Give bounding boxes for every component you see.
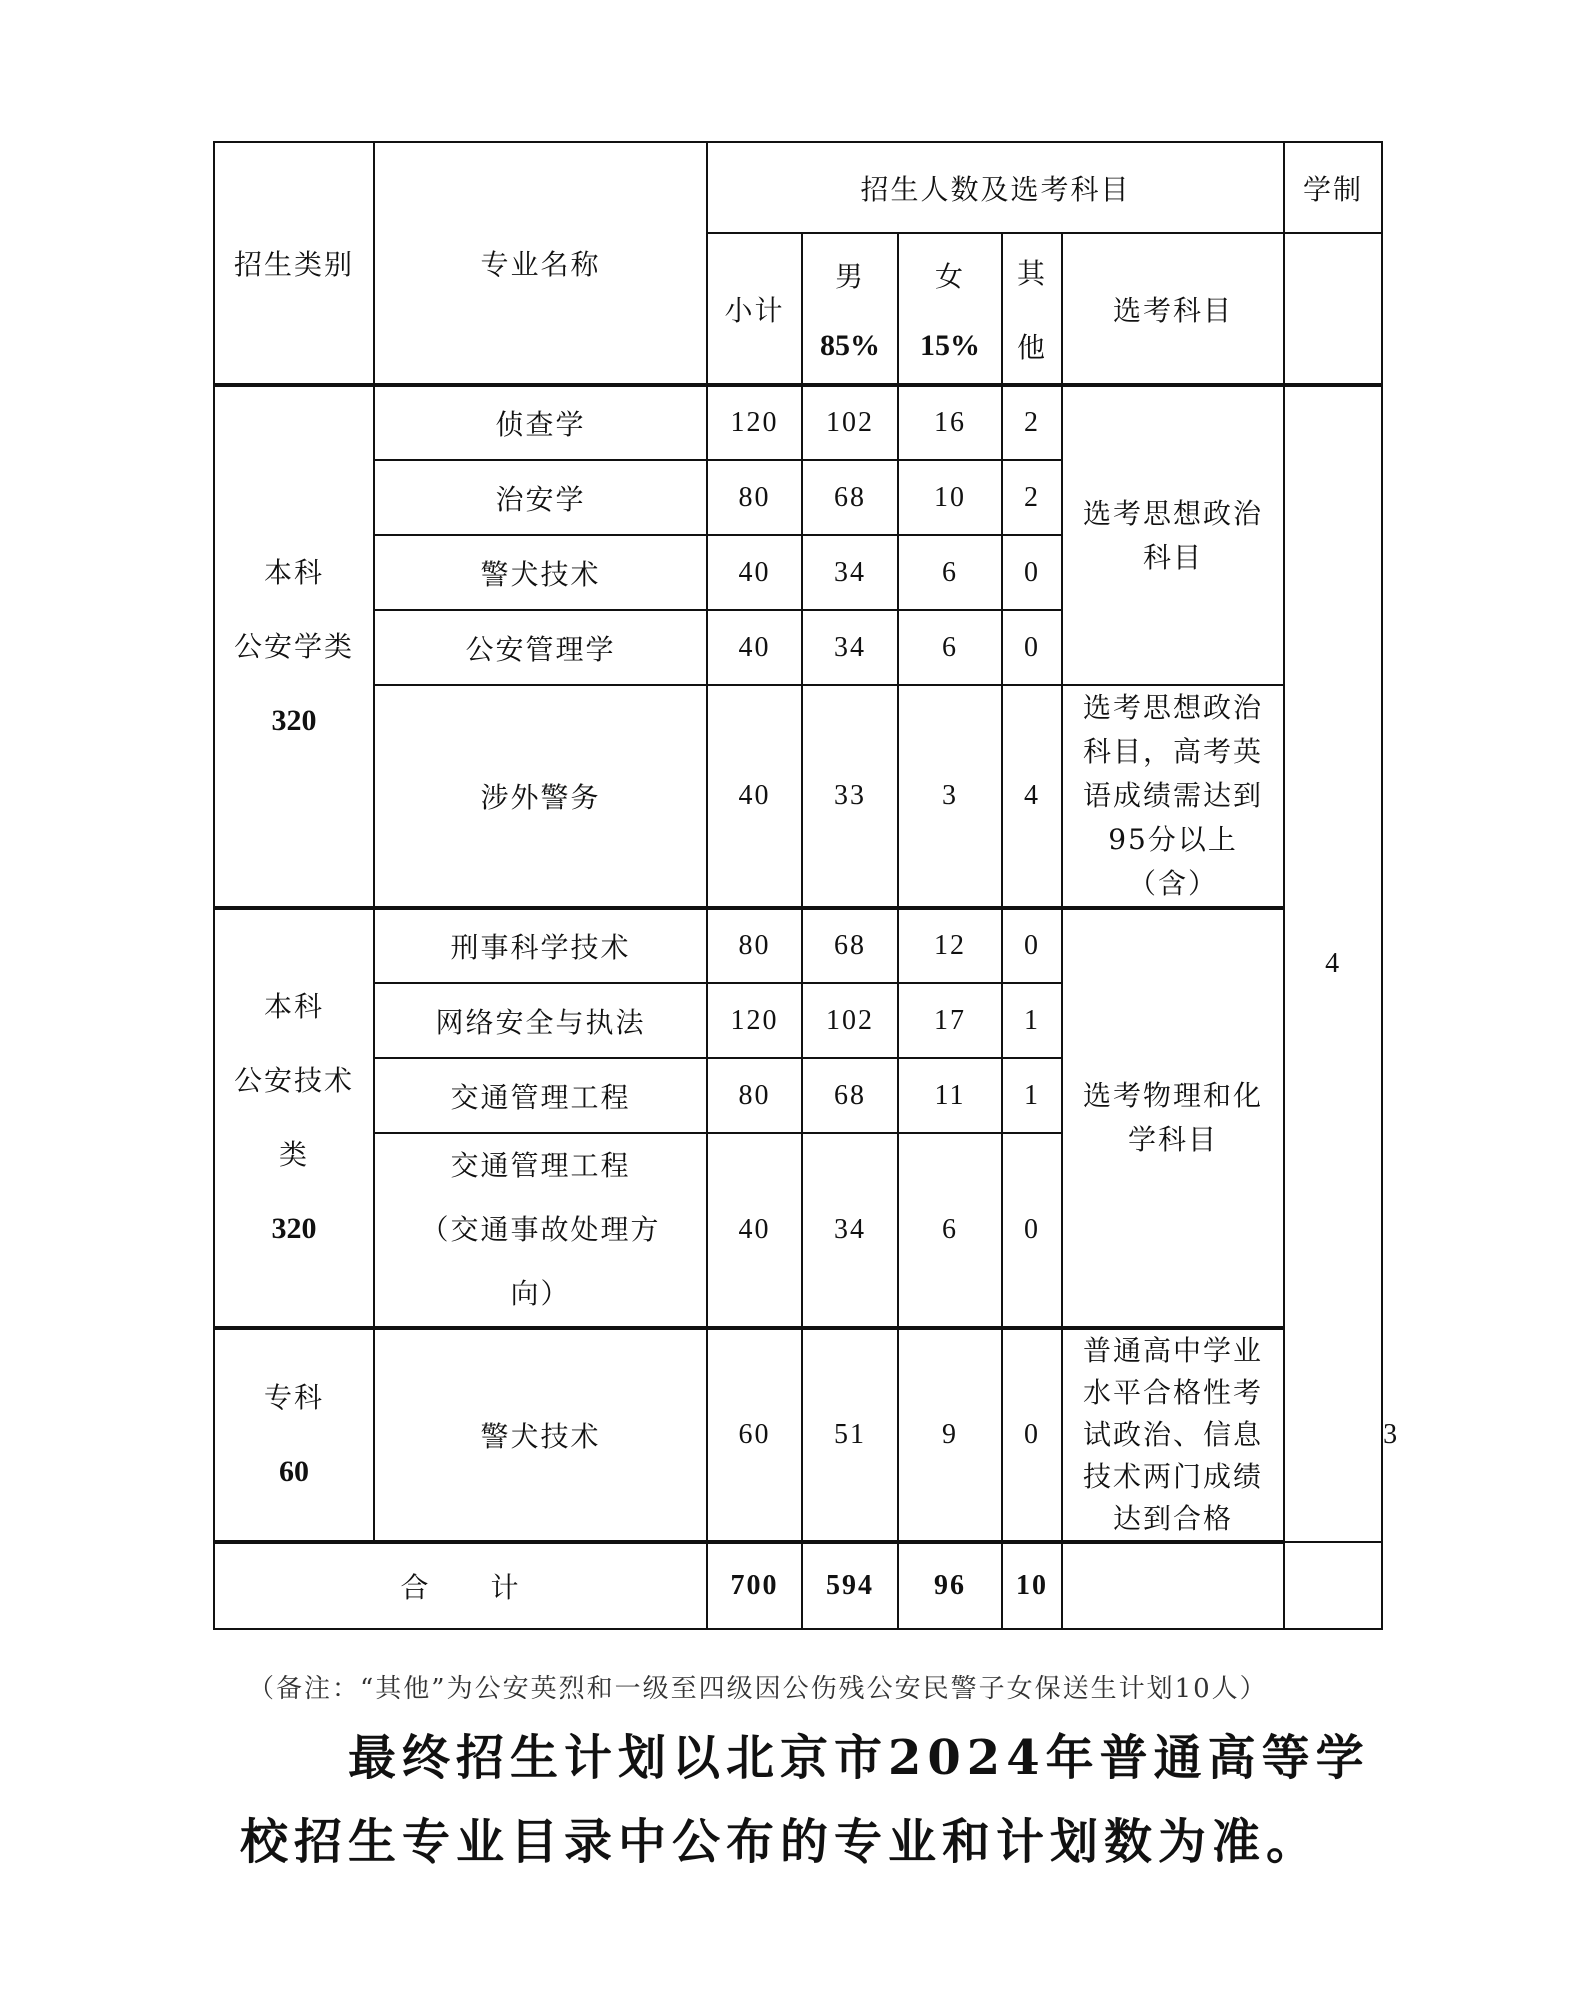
female-cell: 10 (898, 460, 1002, 535)
header-male-label: 男 (834, 259, 865, 293)
subtotal-cell: 80 (707, 1058, 802, 1133)
other-cell: 0 (1002, 535, 1062, 610)
male-cell: 51 (802, 1328, 898, 1542)
other-cell: 0 (1002, 1328, 1062, 1542)
subtotal-cell: 80 (707, 460, 802, 535)
subtotal-cell: 60 (707, 1328, 802, 1542)
other-cell: 2 (1002, 460, 1062, 535)
female-cell: 17 (898, 983, 1002, 1058)
subtotal-cell: 40 (707, 685, 802, 908)
final-statement: 最终招生计划以北京市2024年普通高等学校招生专业目录中公布的专业和计划数为准。 (240, 1730, 1370, 1870)
total-male: 594 (802, 1542, 898, 1629)
female-cell: 6 (898, 1133, 1002, 1328)
header-female (898, 233, 1002, 385)
other-cell: 1 (1002, 983, 1062, 1058)
other-cell: 0 (1002, 1133, 1062, 1328)
group-2-category (214, 908, 374, 1328)
group-1-category (214, 385, 374, 908)
header-male (802, 233, 898, 385)
group-1-total: 320 (271, 703, 317, 737)
major-name: 警犬技术 (374, 1328, 707, 1542)
group-2-subjects: 选考物理和化学科目 (1062, 908, 1284, 1328)
major-name: 警犬技术 (374, 535, 707, 610)
male-cell: 34 (802, 535, 898, 610)
male-cell: 102 (802, 385, 898, 460)
major-name: 涉外警务 (374, 685, 707, 908)
footnote: （备注：“其他”为公安英烈和一级至四级因公伤残公安民警子女保送生计划10人） (248, 1674, 1268, 1704)
major-name: 治安学 (374, 460, 707, 535)
male-cell: 68 (802, 1058, 898, 1133)
header-major: 专业名称 (374, 142, 707, 385)
female-cell: 16 (898, 385, 1002, 460)
group-3-subjects: 普通高中学业水平合格性考试政治、信息技术两门成绩达到合格 (1062, 1328, 1284, 1542)
female-cell: 9 (898, 1328, 1002, 1542)
group-2-name-1: 本科 (263, 990, 324, 1023)
group-3-name-1: 专科 (263, 1381, 324, 1414)
major-name (374, 1133, 707, 1328)
group-2-name-2: 公安技术 (233, 1064, 354, 1097)
group-3-category (214, 1328, 374, 1542)
other-cell: 1 (1002, 1058, 1062, 1133)
subtotal-cell: 40 (707, 535, 802, 610)
female-cell: 12 (898, 908, 1002, 983)
header-female-label: 女 (934, 259, 965, 293)
header-male-pct: 85% (820, 328, 880, 362)
major-name-line-2: （交通事故处理方 (420, 1213, 661, 1246)
total-subtotal: 700 (707, 1542, 802, 1629)
female-cell: 6 (898, 610, 1002, 685)
header-category: 招生类别 (214, 142, 374, 385)
group-1-name-1: 本科 (263, 555, 324, 589)
subtotal-cell: 120 (707, 385, 802, 460)
total-label: 合 计 (214, 1542, 707, 1629)
male-cell: 102 (802, 983, 898, 1058)
total-subjects-blank (1062, 1542, 1284, 1629)
other-cell: 0 (1002, 908, 1062, 983)
female-cell: 11 (898, 1058, 1002, 1133)
major-name: 侦查学 (374, 385, 707, 460)
enrollment-plan-table: 招生类别 专业名称 招生人数及选考科目 学制 小计 男 85% 女 15% 其 他 选考科目 本科 公安学类 320 侦查学 120 102 16 2 选考思想政治科目 4 治安学 80 68 10 2 警犬技术 40 34 6 0 公安管理学 40 34 6 0 涉外警务 40 33 3 4 选考思想政治科目，高考英语成绩需达到95分以上（含） 本科 公安技术 类 320 刑事科学技术 80 68 12 0 选考物理和化学科目 网络安全与执法 120 102 17 1 交通管理工程 80 68 11 1 交通管理工程 （交通事故处理方 向） 40 34 6 0 专科 60 警犬技术 60 51 9 0 普通高中学业水平合格性考试政治、信息技术两门成绩达到合格 3 合 计 700 594 96 10 (213, 141, 1383, 1630)
major-name-line-1: 交通管理工程 (450, 1149, 631, 1182)
major-name: 交通管理工程 (374, 1058, 707, 1133)
group-1-2-duration: 4 (1284, 385, 1382, 1542)
male-cell: 34 (802, 610, 898, 685)
header-other-2: 他 (1016, 330, 1047, 364)
subtotal-cell: 40 (707, 1133, 802, 1328)
header-female-pct: 15% (920, 328, 980, 362)
header-subtotal: 小计 (707, 233, 802, 385)
major-name: 公安管理学 (374, 610, 707, 685)
header-other-1: 其 (1016, 256, 1047, 290)
group-2-total: 320 (271, 1212, 317, 1245)
other-cell: 2 (1002, 385, 1062, 460)
major-name: 网络安全与执法 (374, 983, 707, 1058)
other-cell: 4 (1002, 685, 1062, 908)
group-1-name-2: 公安学类 (233, 629, 354, 663)
female-cell: 6 (898, 535, 1002, 610)
total-other: 10 (1002, 1542, 1062, 1629)
female-cell: 3 (898, 685, 1002, 908)
header-duration-blank (1284, 233, 1382, 385)
other-cell: 0 (1002, 610, 1062, 685)
total-female: 96 (898, 1542, 1002, 1629)
subtotal-cell: 120 (707, 983, 802, 1058)
header-duration: 学制 (1284, 142, 1382, 233)
group-3-total: 60 (279, 1455, 309, 1488)
major-name-line-3: 向） (510, 1277, 571, 1310)
total-duration-blank (1284, 1542, 1382, 1629)
male-cell: 68 (802, 460, 898, 535)
major-name: 刑事科学技术 (374, 908, 707, 983)
header-subjects: 选考科目 (1062, 233, 1284, 385)
male-cell: 34 (802, 1133, 898, 1328)
group-2-name-3: 类 (278, 1138, 309, 1171)
group-1-subjects-a: 选考思想政治科目 (1062, 385, 1284, 685)
male-cell: 68 (802, 908, 898, 983)
group-1-subjects-b: 选考思想政治科目，高考英语成绩需达到95分以上（含） (1062, 685, 1284, 908)
header-other (1002, 233, 1062, 385)
subtotal-cell: 40 (707, 610, 802, 685)
subtotal-cell: 80 (707, 908, 802, 983)
male-cell: 33 (802, 685, 898, 908)
header-enroll-group: 招生人数及选考科目 (707, 142, 1284, 233)
